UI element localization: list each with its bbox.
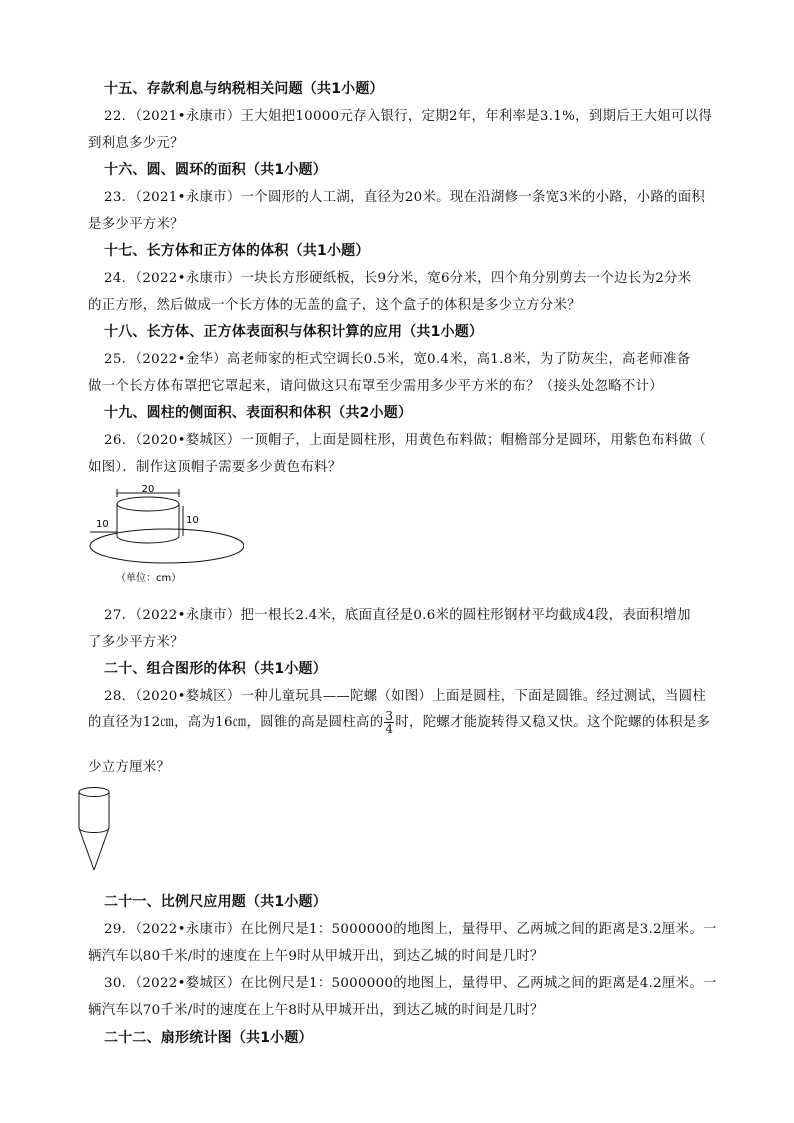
section-heading-15: 十五、存款利息与纳税相关问题（共1小题） (104, 81, 384, 97)
hat-brim-ellipse (90, 529, 244, 563)
question-24-line-1: 24．（2022•永康市）一块长方形硬纸板，长9分米，宽6分米，四个角分别剪去一个边长为2分米 (104, 271, 692, 286)
unit-label: （单位：cm） (116, 573, 182, 584)
right-dimension-label: 10 (186, 515, 199, 526)
fraction-denominator: 4 (385, 722, 394, 736)
question-30-line-2: 辆汽车以70千米/时的速度在上午8时从甲城开出，到达乙城的时间是几时？ (88, 1003, 544, 1018)
question-28-line-2 (88, 710, 710, 735)
question-30-line-1: 30．（2022•婺城区）在比例尺是1：5000000的地图上，量得甲、乙两城之间的距离是4.2厘米。一 (104, 976, 717, 991)
question-29-line-1: 29．（2022•永康市）在比例尺是1：5000000的地图上，量得甲、乙两城之间的距离是3.2厘米。一 (104, 922, 717, 937)
top-cylinder-ellipse (79, 788, 109, 797)
hat-diagram (84, 482, 244, 588)
section-heading-18: 十八、长方体、正方体表面积与体积计算的应用（共1小题） (104, 324, 484, 340)
question-25-line-1: 25．（2022•金华）高老师家的柜式空调长0.5米，宽0.4米，高1.8米，为了防灰尘，高老师准备 (104, 352, 691, 367)
question-23-line-2: 是多少平方米？ (88, 217, 184, 232)
question-25-line-2: 做一个长方体布罩把它罩起来，请问做这只布罩至少需用多少平方米的布？（接头处忽略不计） (88, 379, 664, 394)
question-27-line-1: 27．（2022•永康市）把一根长2.4米，底面直径是0.6米的圆柱形钢材平均截成4段，表面积增加 (104, 608, 691, 623)
question-26-line-2: 如图）．制作这顶帽子需要多少黄色布料？ (88, 460, 342, 475)
three-quarters-fraction (384, 710, 394, 735)
question-22-line-1: 22．（2021•永康市）王大姐把10000元存入银行，定期2年，年利率是3.1%，到期后王大姐可以得 (104, 109, 713, 124)
section-heading-21: 二十一、比例尺应用题（共1小题） (104, 894, 327, 910)
fraction-numerator: 3 (385, 709, 394, 723)
question-28-line-2-post: 时，陀螺才能旋转得又稳又快。这个陀螺的体积是多 (395, 715, 711, 730)
top-cylinder-bottom (79, 828, 109, 833)
question-26-line-1: 26．（2020•婺城区）一顶帽子，上面是圆柱形，用黄色布料做；帽檐部分是圆环，用紫色布料做（ (104, 433, 707, 448)
section-heading-17: 十七、长方体和正方体的体积（共1小题） (104, 243, 370, 259)
question-29-line-2: 辆汽车以80千米/时的速度在上午9时从甲城开出，到达乙城的时间是几时？ (88, 949, 544, 964)
cone-right-edge (94, 828, 109, 870)
section-heading-22: 二十二、扇形统计图（共1小题） (104, 1030, 313, 1046)
question-23-line-1: 23．（2021•永康市）一个圆形的人工湖，直径为20米。现在沿湖修一条宽3米的小路，小路的面积 (104, 190, 706, 205)
question-28-line-2-pre: 的直径为12㎝，高为16㎝，圆锥的高是圆柱高的 (88, 715, 384, 730)
question-24-line-2: 的正方形，然后做成一个长方体的无盖的盒子，这个盒子的体积是多少立方分米？ (88, 298, 581, 313)
hat-cylinder-top (117, 497, 179, 511)
question-27-line-2: 了多少平方米？ (88, 635, 184, 650)
question-28-line-3: 少立方厘米？ (88, 760, 171, 775)
left-dimension-label: 10 (96, 519, 109, 530)
hat-cylinder-bottom (117, 536, 179, 543)
question-22-line-2: 到利息多少元？ (88, 136, 184, 151)
section-heading-20: 二十、组合图形的体积（共1小题） (104, 661, 327, 677)
question-28-line-1: 28．（2020•婺城区）一种儿童玩具——陀螺（如图）上面是圆柱，下面是圆锥。经过测试，当圆柱 (104, 689, 707, 704)
top-dimension-label: 20 (141, 484, 155, 495)
section-heading-16: 十六、圆、圆环的面积（共1小题） (104, 162, 327, 178)
spinning-top-diagram (74, 784, 114, 874)
cone-left-edge (79, 828, 94, 870)
section-heading-19: 十九、圆柱的侧面积、表面积和体积（共2小题） (104, 405, 413, 421)
